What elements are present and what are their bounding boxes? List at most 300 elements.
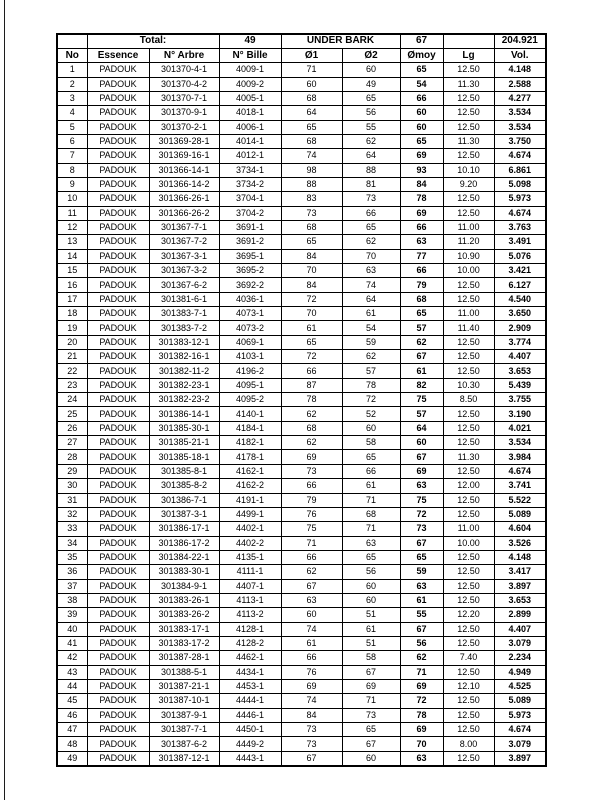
table-row <box>57 264 546 278</box>
cell-d2: 65 <box>342 550 400 564</box>
cell-bille: 3695-2 <box>219 264 281 278</box>
cell-dmoy: 72 <box>400 507 443 521</box>
cell-d2: 63 <box>342 536 400 550</box>
cell-no: 24 <box>57 393 87 407</box>
cell-arbre: 301388-5-1 <box>149 665 219 679</box>
cell-d1: 73 <box>281 464 342 478</box>
cell-d2: 70 <box>342 249 400 263</box>
cell-dmoy: 61 <box>400 364 443 378</box>
cell-vol: 4.674 <box>494 464 546 478</box>
cell-lg: 12.10 <box>443 679 494 693</box>
cell-d2: 65 <box>342 450 400 464</box>
cell-lg: 12.50 <box>443 91 494 105</box>
cell-vol: 2.234 <box>494 651 546 665</box>
summary-total-label: Total: <box>87 34 219 48</box>
cell-no: 38 <box>57 593 87 607</box>
cell-bille: 3695-1 <box>219 249 281 263</box>
cell-no: 5 <box>57 120 87 134</box>
cell-bille: 4095-1 <box>219 378 281 392</box>
cell-no: 27 <box>57 436 87 450</box>
table-row <box>57 694 546 708</box>
cell-vol: 4.674 <box>494 149 546 163</box>
cell-dmoy: 73 <box>400 522 443 536</box>
cell-arbre: 301383-26-1 <box>149 593 219 607</box>
cell-vol: 3.750 <box>494 134 546 148</box>
cell-essence: PADOUK <box>87 450 149 464</box>
cell-vol: 3.897 <box>494 751 546 765</box>
cell-d1: 76 <box>281 665 342 679</box>
cell-d1: 68 <box>281 134 342 148</box>
cell-bille: 4196-2 <box>219 364 281 378</box>
cell-bille: 3734-2 <box>219 177 281 191</box>
table-row <box>57 393 546 407</box>
cell-lg: 10.10 <box>443 163 494 177</box>
table-row <box>57 378 546 392</box>
table-row <box>57 565 546 579</box>
cell-lg: 12.50 <box>443 636 494 650</box>
summary-omoy-value: 67 <box>400 34 443 48</box>
cell-vol: 5.089 <box>494 694 546 708</box>
cell-d2: 88 <box>342 163 400 177</box>
cell-arbre: 301387-21-1 <box>149 679 219 693</box>
cell-no: 44 <box>57 679 87 693</box>
cell-arbre: 301384-9-1 <box>149 579 219 593</box>
cell-essence: PADOUK <box>87 751 149 765</box>
cell-bille: 4162-2 <box>219 479 281 493</box>
cell-bille: 4140-1 <box>219 407 281 421</box>
table-row <box>57 321 546 335</box>
cell-bille: 4018-1 <box>219 106 281 120</box>
cell-arbre: 301370-2-1 <box>149 120 219 134</box>
cell-essence: PADOUK <box>87 421 149 435</box>
cell-d1: 68 <box>281 220 342 234</box>
cell-vol: 3.079 <box>494 737 546 751</box>
cell-d1: 76 <box>281 507 342 521</box>
cell-bille: 4191-1 <box>219 493 281 507</box>
cell-d1: 65 <box>281 335 342 349</box>
cell-d2: 69 <box>342 679 400 693</box>
cell-lg: 12.50 <box>443 292 494 306</box>
page-edge-line <box>4 0 5 800</box>
col-header-essence: Essence <box>87 48 149 62</box>
cell-lg: 12.50 <box>443 751 494 765</box>
cell-bille: 3704-1 <box>219 192 281 206</box>
cell-d1: 84 <box>281 278 342 292</box>
cell-d2: 56 <box>342 565 400 579</box>
cell-bille: 4449-2 <box>219 737 281 751</box>
cell-lg: 12.50 <box>443 149 494 163</box>
cell-bille: 3691-1 <box>219 220 281 234</box>
cell-no: 17 <box>57 292 87 306</box>
cell-vol: 4.277 <box>494 91 546 105</box>
cell-bille: 4073-1 <box>219 307 281 321</box>
cell-vol: 5.098 <box>494 177 546 191</box>
cell-dmoy: 70 <box>400 737 443 751</box>
cell-no: 15 <box>57 264 87 278</box>
cell-arbre: 301384-22-1 <box>149 550 219 564</box>
cell-no: 42 <box>57 651 87 665</box>
cell-lg: 8.50 <box>443 393 494 407</box>
cell-lg: 12.00 <box>443 479 494 493</box>
cell-vol: 3.741 <box>494 479 546 493</box>
cell-dmoy: 75 <box>400 493 443 507</box>
cell-essence: PADOUK <box>87 192 149 206</box>
cell-d2: 60 <box>342 63 400 77</box>
table-row <box>57 436 546 450</box>
cell-d1: 62 <box>281 565 342 579</box>
cell-lg: 10.30 <box>443 378 494 392</box>
cell-d1: 67 <box>281 751 342 765</box>
col-header-no: No <box>57 48 87 62</box>
cell-d1: 69 <box>281 450 342 464</box>
table-row <box>57 149 546 163</box>
cell-d2: 65 <box>342 91 400 105</box>
cell-vol: 3.534 <box>494 436 546 450</box>
cell-arbre: 301370-4-2 <box>149 77 219 91</box>
cell-d2: 62 <box>342 350 400 364</box>
cell-dmoy: 69 <box>400 149 443 163</box>
cell-vol: 4.674 <box>494 723 546 737</box>
cell-bille: 4113-2 <box>219 608 281 622</box>
cell-arbre: 301367-3-2 <box>149 264 219 278</box>
cell-lg: 11.00 <box>443 522 494 536</box>
cell-essence: PADOUK <box>87 436 149 450</box>
cell-d2: 73 <box>342 708 400 722</box>
cell-no: 11 <box>57 206 87 220</box>
cell-bille: 4103-1 <box>219 350 281 364</box>
cell-d2: 60 <box>342 421 400 435</box>
cell-bille: 4005-1 <box>219 91 281 105</box>
cell-d2: 65 <box>342 220 400 234</box>
cell-d1: 68 <box>281 421 342 435</box>
cell-vol: 3.534 <box>494 106 546 120</box>
cell-dmoy: 67 <box>400 450 443 464</box>
cell-d1: 68 <box>281 91 342 105</box>
cell-d2: 51 <box>342 608 400 622</box>
cell-bille: 4407-1 <box>219 579 281 593</box>
cell-d1: 98 <box>281 163 342 177</box>
cell-d1: 73 <box>281 737 342 751</box>
table-row <box>57 522 546 536</box>
table-row <box>57 507 546 521</box>
cell-vol: 3.984 <box>494 450 546 464</box>
table-row <box>57 493 546 507</box>
cell-vol: 4.525 <box>494 679 546 693</box>
cell-d1: 87 <box>281 378 342 392</box>
cell-lg: 12.50 <box>443 565 494 579</box>
cell-d1: 61 <box>281 321 342 335</box>
cell-vol: 3.653 <box>494 593 546 607</box>
cell-lg: 12.50 <box>443 593 494 607</box>
cell-dmoy: 69 <box>400 723 443 737</box>
cell-dmoy: 62 <box>400 335 443 349</box>
cell-arbre: 301382-23-2 <box>149 393 219 407</box>
cell-no: 33 <box>57 522 87 536</box>
cell-essence: PADOUK <box>87 249 149 263</box>
cell-dmoy: 78 <box>400 708 443 722</box>
cell-bille: 4128-2 <box>219 636 281 650</box>
cell-vol: 4.148 <box>494 63 546 77</box>
cell-d2: 60 <box>342 593 400 607</box>
cell-essence: PADOUK <box>87 622 149 636</box>
cell-essence: PADOUK <box>87 737 149 751</box>
cell-arbre: 301383-17-1 <box>149 622 219 636</box>
table-row <box>57 307 546 321</box>
cell-bille: 4111-1 <box>219 565 281 579</box>
cell-arbre: 301369-16-1 <box>149 149 219 163</box>
summary-total-volume: 204.921 <box>494 34 546 48</box>
cell-bille: 4453-1 <box>219 679 281 693</box>
cell-lg: 12.20 <box>443 608 494 622</box>
table-row <box>57 407 546 421</box>
cell-essence: PADOUK <box>87 77 149 91</box>
table-row <box>57 120 546 134</box>
cell-dmoy: 66 <box>400 264 443 278</box>
cell-essence: PADOUK <box>87 292 149 306</box>
cell-lg: 7.40 <box>443 651 494 665</box>
cell-essence: PADOUK <box>87 106 149 120</box>
cell-no: 21 <box>57 350 87 364</box>
cell-lg: 11.30 <box>443 77 494 91</box>
cell-no: 25 <box>57 407 87 421</box>
cell-no: 20 <box>57 335 87 349</box>
cell-d1: 75 <box>281 522 342 536</box>
cell-d2: 58 <box>342 651 400 665</box>
cell-dmoy: 63 <box>400 579 443 593</box>
cell-d2: 66 <box>342 206 400 220</box>
cell-d2: 61 <box>342 622 400 636</box>
cell-essence: PADOUK <box>87 522 149 536</box>
cell-essence: PADOUK <box>87 307 149 321</box>
cell-bille: 4450-1 <box>219 723 281 737</box>
table-row <box>57 651 546 665</box>
cell-dmoy: 68 <box>400 292 443 306</box>
table-row <box>57 479 546 493</box>
cell-d2: 60 <box>342 579 400 593</box>
cell-bille: 4095-2 <box>219 393 281 407</box>
cell-no: 36 <box>57 565 87 579</box>
cell-no: 22 <box>57 364 87 378</box>
cell-vol: 4.949 <box>494 665 546 679</box>
cell-essence: PADOUK <box>87 264 149 278</box>
cell-d1: 62 <box>281 407 342 421</box>
cell-d2: 56 <box>342 106 400 120</box>
cell-no: 26 <box>57 421 87 435</box>
table-row <box>57 737 546 751</box>
cell-no: 28 <box>57 450 87 464</box>
cell-dmoy: 55 <box>400 608 443 622</box>
cell-bille: 4012-1 <box>219 149 281 163</box>
cell-d2: 74 <box>342 278 400 292</box>
cell-d1: 65 <box>281 235 342 249</box>
table-row <box>57 679 546 693</box>
cell-no: 4 <box>57 106 87 120</box>
table-row <box>57 536 546 550</box>
cell-essence: PADOUK <box>87 278 149 292</box>
log-volume-table <box>56 33 547 767</box>
cell-lg: 12.50 <box>443 723 494 737</box>
cell-dmoy: 77 <box>400 249 443 263</box>
table-row <box>57 134 546 148</box>
cell-d2: 67 <box>342 665 400 679</box>
cell-no: 12 <box>57 220 87 234</box>
table-row <box>57 335 546 349</box>
cell-bille: 4009-2 <box>219 77 281 91</box>
cell-d2: 64 <box>342 292 400 306</box>
cell-dmoy: 54 <box>400 77 443 91</box>
col-header-lg: Lg <box>443 48 494 62</box>
table-row <box>57 450 546 464</box>
cell-vol: 3.526 <box>494 536 546 550</box>
cell-essence: PADOUK <box>87 708 149 722</box>
cell-lg: 12.50 <box>443 278 494 292</box>
cell-dmoy: 71 <box>400 665 443 679</box>
cell-lg: 10.90 <box>443 249 494 263</box>
cell-vol: 5.973 <box>494 708 546 722</box>
cell-d1: 70 <box>281 307 342 321</box>
cell-dmoy: 60 <box>400 120 443 134</box>
table-body <box>57 63 546 766</box>
cell-arbre: 301387-3-1 <box>149 507 219 521</box>
cell-dmoy: 57 <box>400 407 443 421</box>
cell-no: 41 <box>57 636 87 650</box>
cell-no: 1 <box>57 63 87 77</box>
cell-lg: 12.50 <box>443 421 494 435</box>
cell-dmoy: 75 <box>400 393 443 407</box>
cell-no: 9 <box>57 177 87 191</box>
cell-dmoy: 60 <box>400 106 443 120</box>
cell-d1: 88 <box>281 177 342 191</box>
cell-vol: 3.491 <box>494 235 546 249</box>
cell-d1: 66 <box>281 479 342 493</box>
cell-no: 6 <box>57 134 87 148</box>
cell-arbre: 301366-26-2 <box>149 206 219 220</box>
cell-arbre: 301366-14-2 <box>149 177 219 191</box>
cell-arbre: 301367-3-1 <box>149 249 219 263</box>
cell-vol: 5.522 <box>494 493 546 507</box>
cell-arbre: 301366-14-1 <box>149 163 219 177</box>
cell-d2: 72 <box>342 393 400 407</box>
cell-d1: 72 <box>281 292 342 306</box>
table-row <box>57 665 546 679</box>
cell-lg: 11.20 <box>443 235 494 249</box>
cell-d2: 71 <box>342 694 400 708</box>
cell-no: 13 <box>57 235 87 249</box>
cell-arbre: 301383-30-1 <box>149 565 219 579</box>
cell-essence: PADOUK <box>87 651 149 665</box>
table-row <box>57 77 546 91</box>
cell-no: 35 <box>57 550 87 564</box>
cell-no: 39 <box>57 608 87 622</box>
cell-vol: 3.650 <box>494 307 546 321</box>
table-row <box>57 708 546 722</box>
cell-bille: 4006-1 <box>219 120 281 134</box>
cell-d1: 64 <box>281 106 342 120</box>
col-header-dmoy: Ømoy <box>400 48 443 62</box>
cell-lg: 10.00 <box>443 264 494 278</box>
cell-no: 46 <box>57 708 87 722</box>
cell-essence: PADOUK <box>87 335 149 349</box>
cell-no: 3 <box>57 91 87 105</box>
cell-essence: PADOUK <box>87 163 149 177</box>
cell-vol: 4.540 <box>494 292 546 306</box>
cell-dmoy: 84 <box>400 177 443 191</box>
summary-row <box>57 34 546 48</box>
cell-vol: 6.127 <box>494 278 546 292</box>
table-row <box>57 593 546 607</box>
cell-d1: 66 <box>281 364 342 378</box>
cell-vol: 5.439 <box>494 378 546 392</box>
cell-no: 19 <box>57 321 87 335</box>
header-row <box>57 48 546 62</box>
cell-arbre: 301370-4-1 <box>149 63 219 77</box>
cell-arbre: 301381-6-1 <box>149 292 219 306</box>
cell-vol: 4.148 <box>494 550 546 564</box>
cell-d1: 71 <box>281 63 342 77</box>
cell-vol: 3.534 <box>494 120 546 134</box>
cell-lg: 8.00 <box>443 737 494 751</box>
cell-essence: PADOUK <box>87 378 149 392</box>
cell-essence: PADOUK <box>87 91 149 105</box>
cell-arbre: 301383-17-2 <box>149 636 219 650</box>
cell-d2: 73 <box>342 192 400 206</box>
cell-arbre: 301385-21-1 <box>149 436 219 450</box>
cell-d2: 58 <box>342 436 400 450</box>
cell-bille: 4162-1 <box>219 464 281 478</box>
cell-essence: PADOUK <box>87 206 149 220</box>
cell-d1: 73 <box>281 206 342 220</box>
cell-dmoy: 66 <box>400 220 443 234</box>
cell-arbre: 301387-10-1 <box>149 694 219 708</box>
cell-lg: 12.50 <box>443 493 494 507</box>
cell-bille: 4402-2 <box>219 536 281 550</box>
cell-lg: 11.00 <box>443 307 494 321</box>
cell-dmoy: 72 <box>400 694 443 708</box>
cell-d2: 54 <box>342 321 400 335</box>
cell-dmoy: 60 <box>400 436 443 450</box>
cell-dmoy: 69 <box>400 464 443 478</box>
cell-d1: 71 <box>281 536 342 550</box>
cell-lg: 12.50 <box>443 335 494 349</box>
cell-d1: 74 <box>281 622 342 636</box>
cell-d2: 59 <box>342 335 400 349</box>
cell-no: 29 <box>57 464 87 478</box>
cell-no: 30 <box>57 479 87 493</box>
summary-cell-empty-lg <box>443 34 494 48</box>
cell-lg: 12.50 <box>443 507 494 521</box>
cell-essence: PADOUK <box>87 694 149 708</box>
cell-bille: 4184-1 <box>219 421 281 435</box>
cell-dmoy: 67 <box>400 536 443 550</box>
cell-vol: 2.899 <box>494 608 546 622</box>
cell-essence: PADOUK <box>87 608 149 622</box>
cell-d1: 66 <box>281 550 342 564</box>
cell-d2: 49 <box>342 77 400 91</box>
table-row <box>57 206 546 220</box>
cell-vol: 4.021 <box>494 421 546 435</box>
cell-vol: 3.421 <box>494 264 546 278</box>
cell-d2: 52 <box>342 407 400 421</box>
cell-dmoy: 69 <box>400 679 443 693</box>
cell-dmoy: 63 <box>400 235 443 249</box>
cell-d1: 74 <box>281 149 342 163</box>
cell-essence: PADOUK <box>87 407 149 421</box>
cell-no: 37 <box>57 579 87 593</box>
cell-essence: PADOUK <box>87 723 149 737</box>
cell-no: 49 <box>57 751 87 765</box>
cell-arbre: 301386-17-2 <box>149 536 219 550</box>
cell-d1: 84 <box>281 708 342 722</box>
